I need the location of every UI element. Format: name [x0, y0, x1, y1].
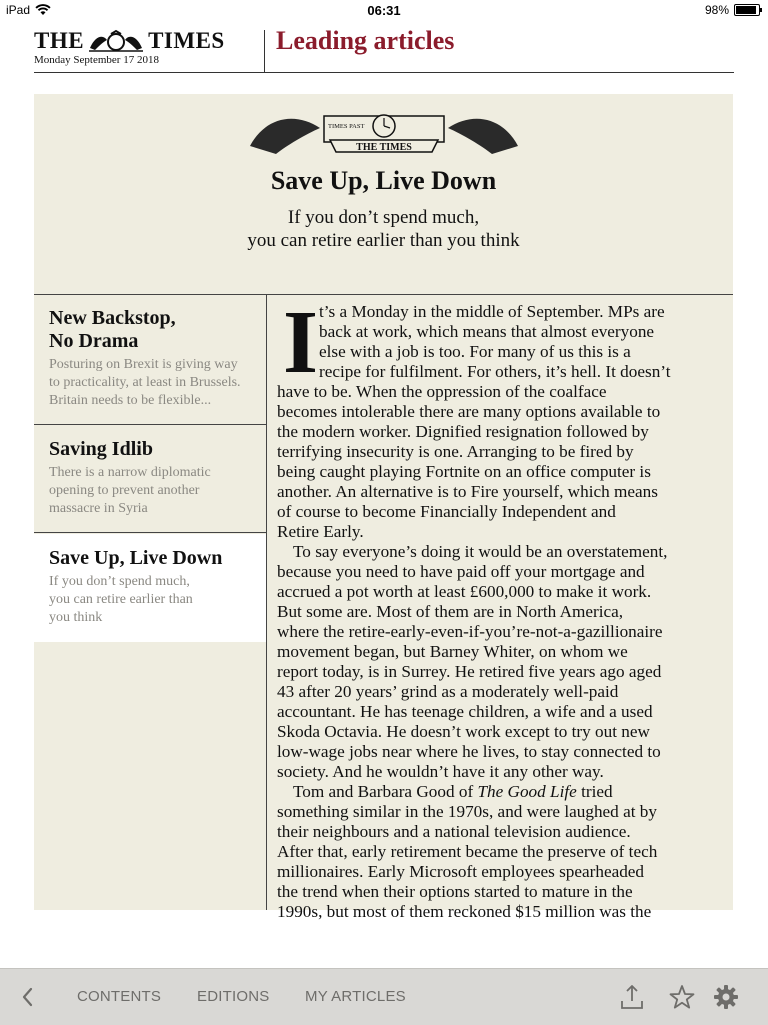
device-label: iPad [6, 3, 31, 17]
brand-logo[interactable] [34, 28, 225, 54]
masthead-divider [264, 30, 265, 72]
royal-crest-icon [87, 30, 145, 52]
my-articles-button[interactable]: MY ARTICLES [305, 988, 406, 1005]
masthead [34, 26, 734, 73]
contents-button[interactable]: CONTENTS [77, 988, 162, 1005]
star-icon[interactable] [668, 983, 696, 1011]
article-paragraph-1: t’s a Monday in the middle of September. MPs are back at work, which means that almost everyone else with a job is too. For many of us this is a recipe for fulfilment. For others, it’s hell. It doesn’t have to be. When the oppression of the coalface becomes intolerable there are many options available to the modern worker. Dignified resignation followed by terrifying insecurity is one. Arranging to be fired by being caught playing Fortnite on an office computer is another. An alternative is to Fire yourself, which means of course to become Financially Independent and Retire Early. [277, 302, 671, 541]
brand-word-right: TIMES [148, 28, 225, 53]
article-item-title: Saving Idlib [49, 438, 153, 460]
times-past-emblem-icon [246, 106, 522, 158]
status-bar [0, 0, 768, 22]
article-item-summary: If you don’t spend much, you can retire earlier than you think [49, 574, 193, 625]
featured-header [34, 94, 733, 295]
article-paragraph-2: To say everyone’s doing it would be an overstatement, because you need to have paid off your mortgage and accrued a pot worth at least £600,000 to make it work. But some are. Most of them are in North America, where the retire-early-even-if-you’re-not-a-gazillionaire movement began, but Barney Whiter, on whom we report today, is in Surrey. He retired five years ago aged 43 after 20 years’ grind as a moderately well-paid accountant. He has teenage children, a wife and a used Skoda Octavia. He doesn’t work except to try out new low-wage jobs near where he lives, to stay connected to society. And he wouldn’t have it any other way. [277, 542, 668, 781]
article-item-summary: Posturing on Brexit is giving way to practicality, at least in Brussels. Britain needs to be flexible... [49, 357, 241, 408]
drop-cap: I [283, 293, 319, 392]
svg-text:TIMES PAST: TIMES PAST [328, 123, 365, 130]
share-icon[interactable] [618, 983, 646, 1011]
article-item-title: Save Up, Live Down [49, 547, 223, 569]
section-title: Leading articles [276, 26, 455, 55]
article-item-new-backstop[interactable] [34, 294, 266, 425]
article-item-title: New Backstop, No Drama [49, 307, 176, 352]
leading-articles-panel [34, 94, 733, 921]
article-list [34, 294, 267, 910]
chevron-left-icon[interactable] [16, 985, 40, 1009]
article-paragraph-3: Tom and Barbara Good of The Good Life tried something similar in the 1970s, and were laughed at by their neighbours and a national television audience. After that, early retirement became the preserve of tech millionaires. Early Microsoft employees spearheaded the trend when their options started to mature in the 1990s, but most of them reckoned $15 million was the [277, 782, 658, 921]
svg-text:THE TIMES: THE TIMES [356, 142, 412, 153]
gear-icon[interactable] [712, 983, 740, 1011]
brand-word-left: THE [34, 28, 85, 53]
article-body [277, 293, 723, 921]
battery-icon [734, 4, 760, 16]
editions-button[interactable]: EDITIONS [197, 988, 270, 1005]
article-item-saving-idlib[interactable] [34, 425, 266, 533]
bottom-toolbar [0, 968, 768, 1025]
article-item-save-up-live-down[interactable] [34, 534, 266, 642]
edition-date: Monday September 17 2018 [34, 54, 159, 66]
article-item-summary: There is a narrow diplomatic opening to prevent another massacre in Syria [49, 465, 211, 516]
featured-title: Save Up, Live Down [270, 166, 497, 195]
featured-subtitle: If you don’t spend much, you can retire earlier than you think [247, 207, 520, 251]
battery-percent: 98% [704, 3, 729, 17]
clock: 06:31 [367, 3, 401, 18]
